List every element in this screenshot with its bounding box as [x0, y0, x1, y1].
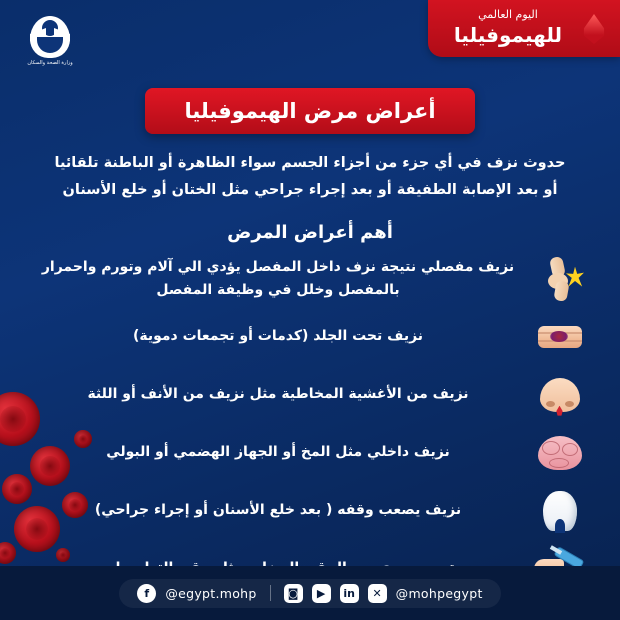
facebook-icon[interactable]: f	[137, 584, 156, 603]
social-links	[119, 579, 500, 608]
symptoms-list	[0, 255, 620, 593]
instagram-icon[interactable]: ◙	[284, 584, 303, 603]
footer-bar	[0, 566, 620, 620]
knee-joint-icon	[534, 255, 586, 303]
logo-caption: وزارة الصحة والسكان	[27, 60, 73, 66]
top-bar	[0, 0, 620, 78]
blood-cell-decoration	[62, 492, 88, 518]
blood-cell-decoration	[56, 548, 70, 562]
list-item	[34, 371, 586, 419]
facebook-handle[interactable]: @egypt.mohp	[165, 585, 257, 601]
eagle-wing-right-icon	[54, 28, 70, 52]
other-handle[interactable]: @mohpegypt	[395, 585, 483, 601]
blood-drop-icon	[582, 14, 606, 44]
blood-cell-decoration	[14, 506, 60, 552]
list-item	[34, 255, 586, 303]
list-item-label: نزيف داخلي مثل المخ أو الجهاز الهضمي أو البولي	[106, 444, 450, 461]
blood-cell-decoration	[30, 446, 70, 486]
ministry-logo	[16, 8, 84, 74]
divider	[270, 585, 271, 601]
section-title: أهم أعراض المرض	[227, 221, 393, 243]
tooth-icon	[534, 487, 586, 535]
youtube-icon[interactable]: ▶	[312, 584, 331, 603]
list-item-label: نزيف مفصلي نتيجة نزف داخل المفصل يؤدي الي آلام وتورم واحمرار بالمفصل وخلل في وظيفة المفصل	[41, 258, 515, 298]
list-item-label: نزيف يصعب وقفه ( بعد خلع الأسنان أو إجراء جراحي)	[94, 502, 462, 519]
nose-bleed-icon	[534, 371, 586, 419]
linkedin-icon[interactable]: in	[340, 584, 359, 603]
page-title: أعراض مرض الهيموفيليا	[145, 88, 475, 134]
skin-bruise-icon	[534, 313, 586, 361]
list-item-label: نزيف تحت الجلد (كدمات أو تجمعات دموية)	[132, 328, 424, 345]
x-twitter-icon[interactable]: ✕	[368, 584, 387, 603]
list-item	[34, 429, 586, 477]
intro-paragraph: حدوث نزف في أي جزء من أجزاء الجسم سواء الظاهرة أو الباطنة تلقائيا أو بعد الإصابة الطفيفة أو بعد إجراء جراحي مثل الختان أو خلع الأسنان	[54, 155, 566, 198]
world-day-line1: اليوم العالمي	[478, 8, 538, 21]
blood-cell-decoration	[2, 474, 32, 504]
list-item	[34, 487, 586, 535]
world-day-line2: للهيموفيليا	[453, 23, 562, 47]
list-item	[34, 313, 586, 361]
blood-cell-decoration	[74, 430, 92, 448]
eagle-emblem-icon	[30, 16, 70, 58]
world-day-badge	[428, 0, 620, 57]
list-item-label: نزيف من الأغشية المخاطية مثل نزيف من الأنف أو اللثة	[87, 386, 469, 403]
brain-icon	[534, 429, 586, 477]
eagle-wing-left-icon	[30, 28, 46, 52]
